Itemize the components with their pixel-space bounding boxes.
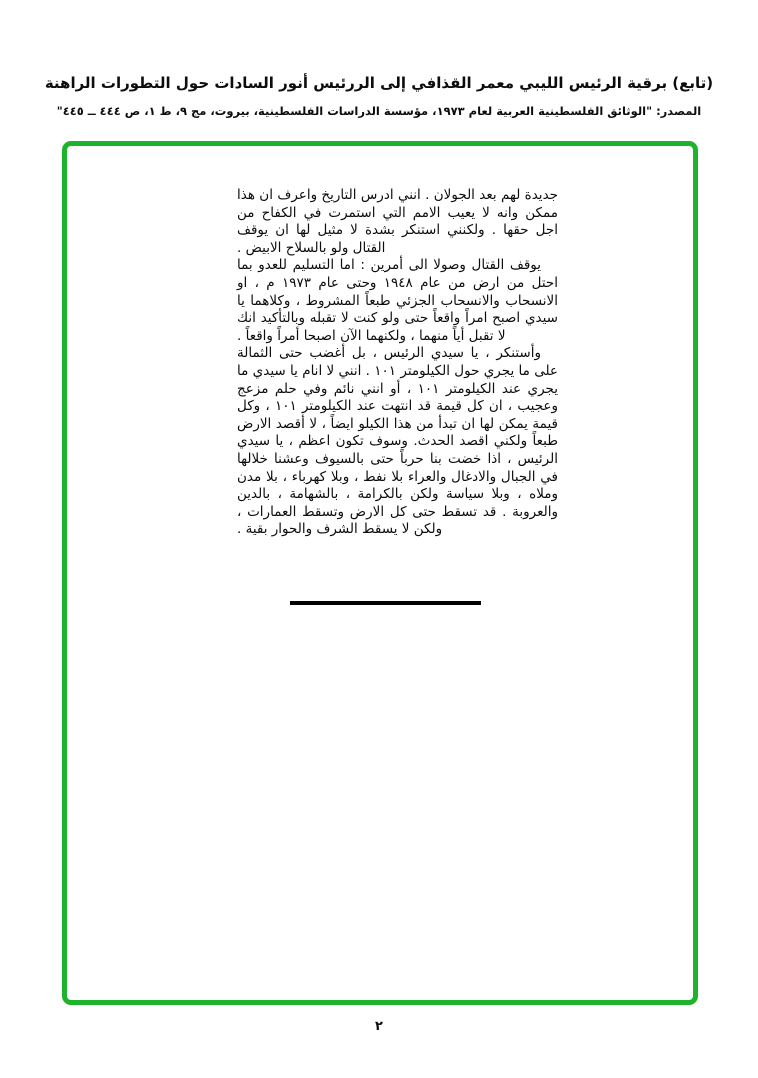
telegram-text [237,187,558,539]
document-title: (تابع) برقية الرئيس الليبي معمر القذافي إلى الررئيس أنور السادات حول التطورات الراهنة [44,74,714,92]
end-divider [290,601,481,605]
source-citation: المصدر: "الوثائق الفلسطينية العربية لعام ١٩٧٣، مؤسسة الدراسات الفلسطينية، بيروت، مج ٩، ط ١، ص ٤٤٤ ــ ٤٤٥" [56,104,702,118]
telegram-paragraph-3: وأستنكر ، يا سيدي الرئيس ، بل أغضب حتى الثمالة على ما يجري حول الكيلومتر ١٠١ . انني لا انام يا سيدي ما يجري عند الكيلومتر ١٠١ ، أو انني نائم وفي حلم مزعج وعجيب ، ان كل قيمة قد انتهت عند الكيلومتر ١٠١ ، وكل قيمة يمكن لها ان تبدأ من هذا الكيلو ايضاً ، لا أقصد الارض طبعاً ولكني اقصد الحدث. وسوف تكون اعظم ، يا سيدي الرئيس ، اذا خضت بنا حرباً حتى بالسيوف وعشنا خلالها في الجبال والادغال والعراء بلا نفط ، وبلا كهرباء ، بلا مدن وملاه ، وبلا سياسة ولكن بالكرامة ، بالشهامة ، بالدين والعروبة . قد تسقط حتى كل الارض وتسقط العمارات ، ولكن لا يسقط الشرف والحوار بقية . [237,345,558,538]
telegram-paragraph-2: يوقف القتال وصولا الى أمرين : اما التسليم للعدو بما احتل من ارض من عام ١٩٤٨ وحتى عام ١٩٧٣ م ، او الانسحاب والانسحاب الجزئي طبعاً المشروط ، وكلاهما يا سيدي اصبح امراً واقعاً حتى ولو كنت لا تقبله وبالتأكيد انك لا تقبل أياً منهما ، ولكنهما الآن اصبحا أمراً واقعاً . [237,257,559,344]
page-number: ٢ [375,1019,383,1034]
telegram-paragraph-1: جديدة لهم بعد الجولان . انني ادرس التاريخ واعرف ان هذا ممكن وانه لا يعيب الامم التي استمرت في الكفاح من اجل حقها . ولكنني استنكر بشدة لا مثيل لها ان يوقف القتال ولو بالسلاح الابيض . [237,187,558,256]
